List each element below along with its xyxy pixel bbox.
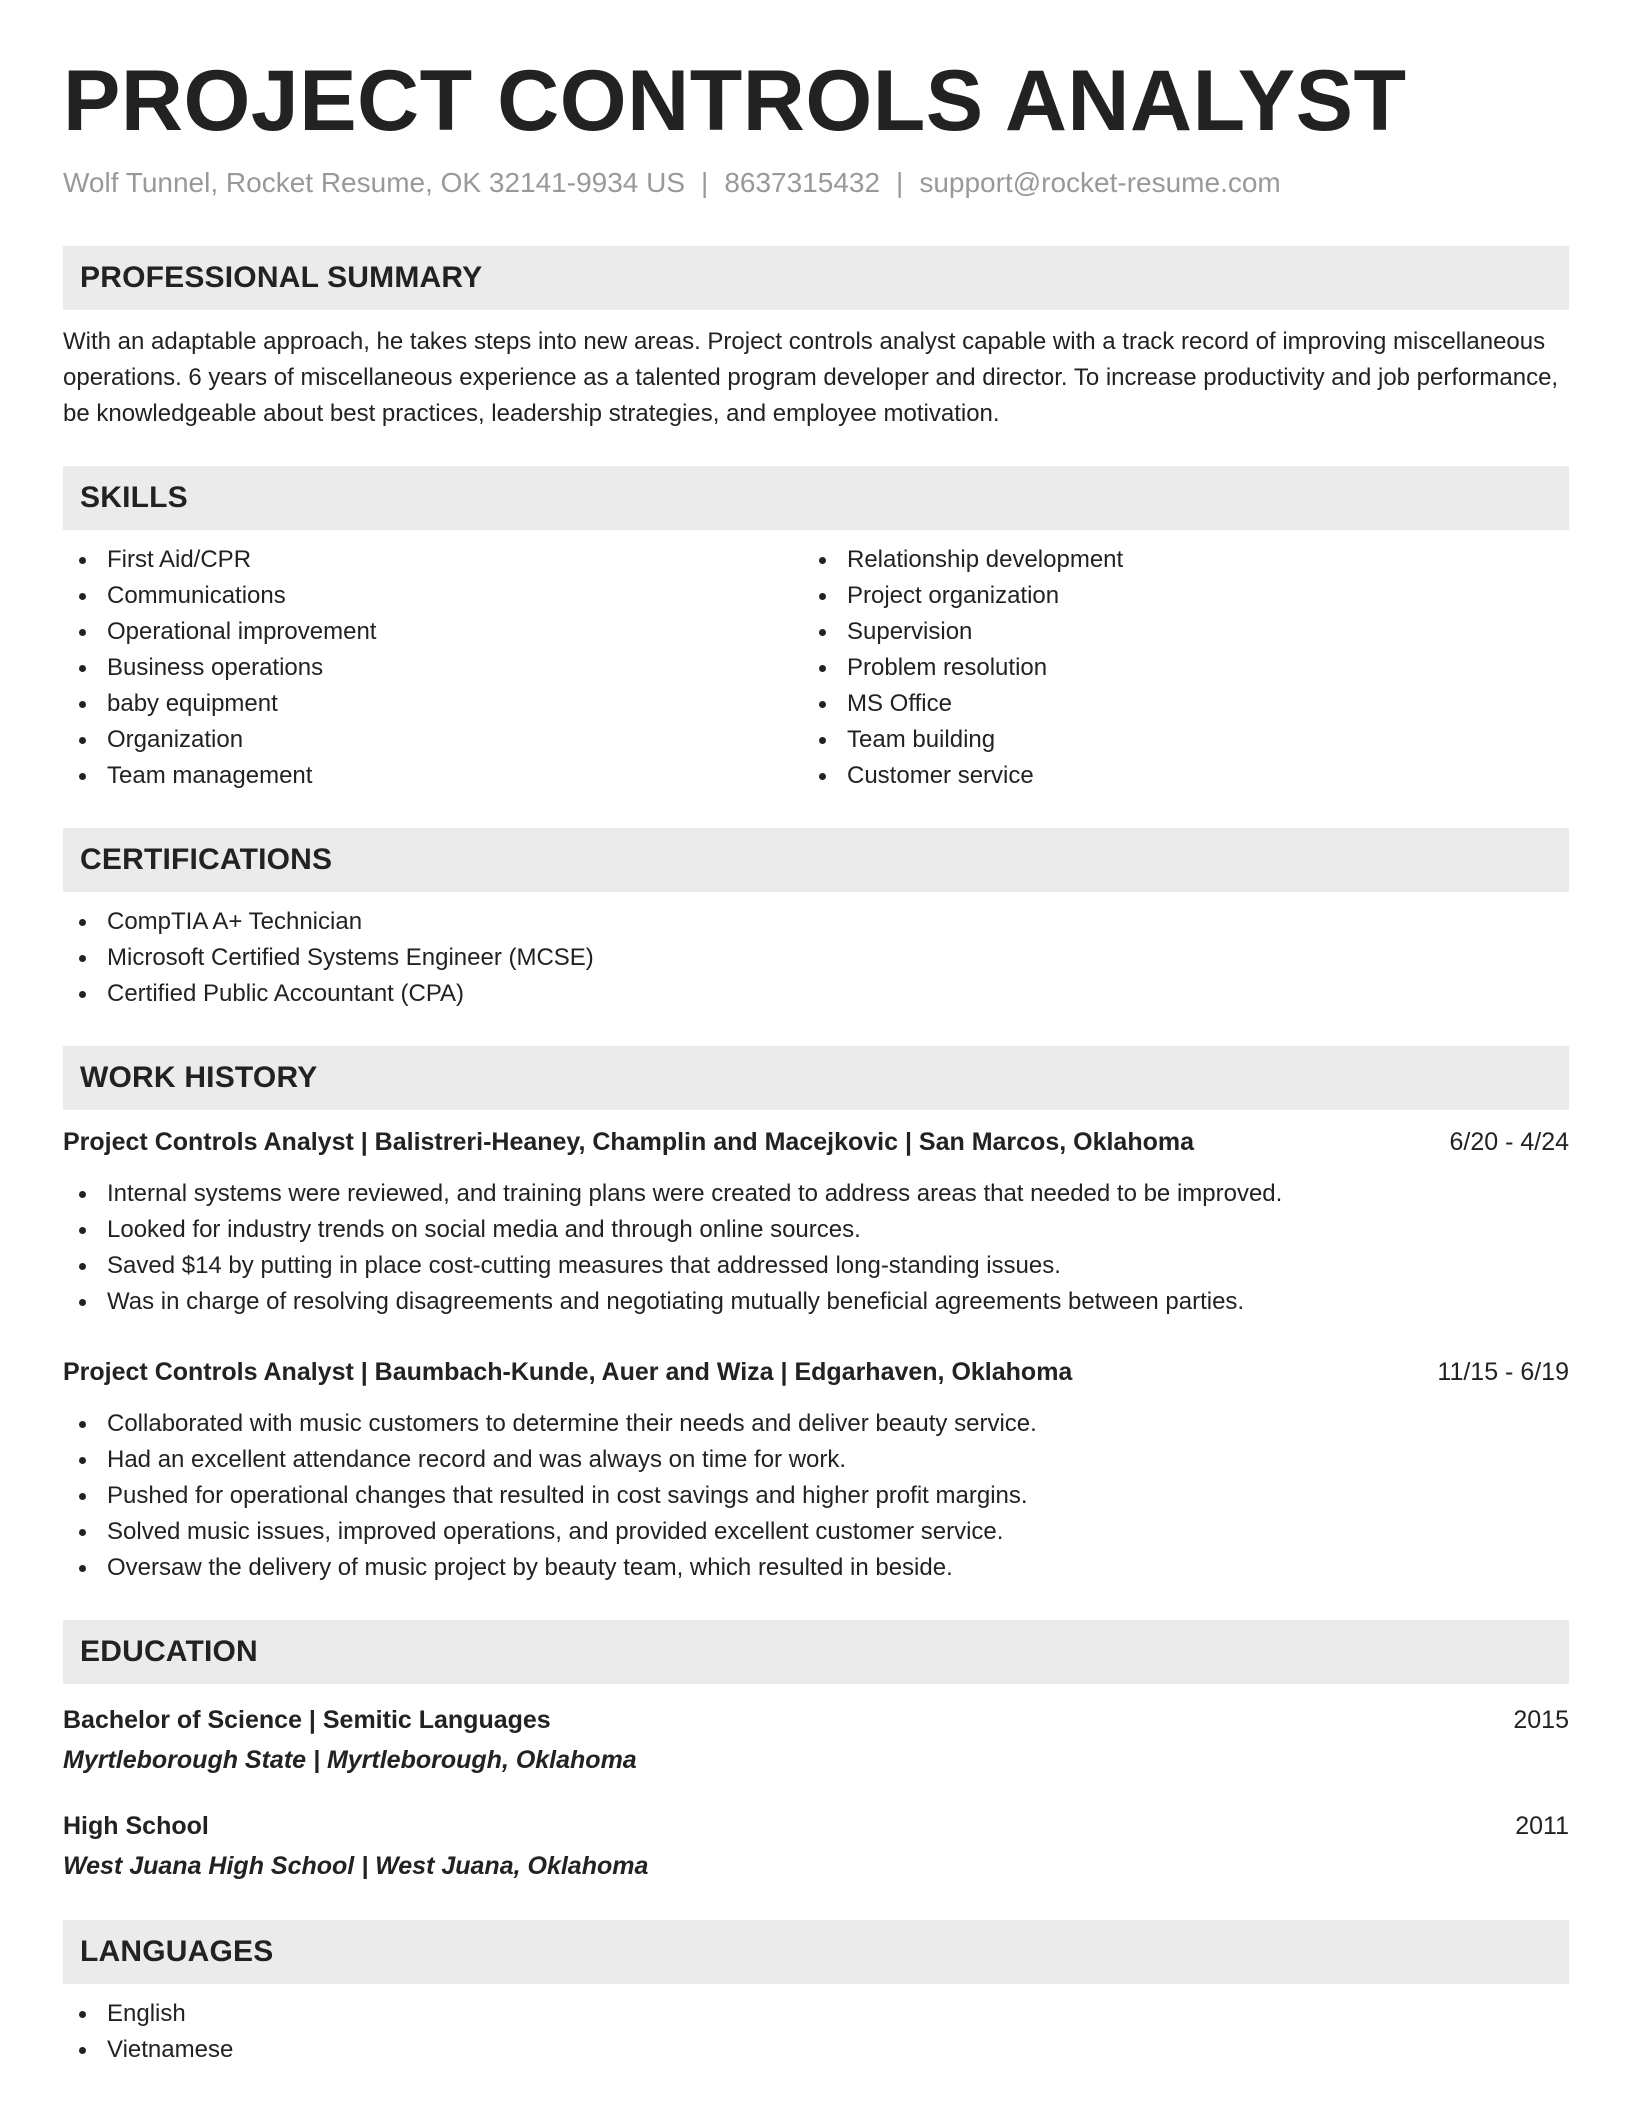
languages-list xyxy=(63,1996,1569,2068)
education-school: Myrtleborough State | Myrtleborough, Oklahoma xyxy=(63,1745,637,1774)
skill-item: Project organization xyxy=(803,578,1543,614)
job-bullets xyxy=(63,1406,1569,1586)
skill-item: Relationship development xyxy=(803,542,1543,578)
contact-separator: | xyxy=(896,167,904,198)
skill-item: MS Office xyxy=(803,686,1543,722)
skills-list-left xyxy=(63,542,803,794)
job-bullet: Pushed for operational changes that resulted in cost savings and higher profit margins. xyxy=(63,1478,1569,1514)
contact-line xyxy=(63,166,1569,200)
skill-item: Team building xyxy=(803,722,1543,758)
skill-item: baby equipment xyxy=(63,686,803,722)
summary-text: With an adaptable approach, he takes steps into new areas. Project controls analyst capable with a track record of improving miscellaneous operations. 6 years of miscellaneous experience as a talented program developer and director. To increase productivity and job performance, be knowledgeable about best practices, leadership strategies, and employee motivation. xyxy=(63,327,1559,427)
skill-item: Customer service xyxy=(803,758,1543,794)
section-header-education: EDUCATION xyxy=(63,1620,1569,1684)
education-degree: High School xyxy=(63,1811,209,1840)
skills-list-right xyxy=(803,542,1543,794)
certifications-list xyxy=(63,904,1569,1012)
job-bullet: Oversaw the delivery of music project by beauty team, which resulted in beside. xyxy=(63,1550,1569,1586)
skill-item: Communications xyxy=(63,578,803,614)
job-heading xyxy=(63,1354,1569,1390)
education-heading xyxy=(63,1808,1569,1844)
resume-name: PROJECT CONTROLS ANALYST xyxy=(63,53,1407,149)
language-item: Vietnamese xyxy=(63,2032,1569,2068)
contact-email: support@rocket-resume.com xyxy=(919,167,1281,198)
job-bullet: Had an excellent attendance record and was always on time for work. xyxy=(63,1442,1569,1478)
skill-item: Supervision xyxy=(803,614,1543,650)
certification-item: Microsoft Certified Systems Engineer (MCSE) xyxy=(63,940,1569,976)
job-title: Project Controls Analyst | Balistreri-Heaney, Champlin and Macejkovic | San Marcos, Oklahoma xyxy=(63,1127,1194,1156)
job-heading xyxy=(63,1124,1569,1160)
section-header-work-history: WORK HISTORY xyxy=(63,1046,1569,1110)
education-school: West Juana High School | West Juana, Oklahoma xyxy=(63,1851,649,1880)
job-title: Project Controls Analyst | Baumbach-Kunde, Auer and Wiza | Edgarhaven, Oklahoma xyxy=(63,1357,1073,1386)
education-year: 2015 xyxy=(1513,1705,1569,1734)
section-header-skills: SKILLS xyxy=(63,466,1569,530)
contact-separator: | xyxy=(701,167,709,198)
contact-address: Wolf Tunnel, Rocket Resume, OK 32141-9934 US xyxy=(63,167,686,198)
skill-item: Team management xyxy=(63,758,803,794)
job-bullet: Internal systems were reviewed, and training plans were created to address areas that needed to be improved. xyxy=(63,1176,1569,1212)
job-bullet: Was in charge of resolving disagreements and negotiating mutually beneficial agreements between parties. xyxy=(63,1284,1569,1320)
contact-phone: 8637315432 xyxy=(724,167,881,198)
job-bullet: Collaborated with music customers to determine their needs and deliver beauty service. xyxy=(63,1406,1569,1442)
skill-item: Problem resolution xyxy=(803,650,1543,686)
certification-item: Certified Public Accountant (CPA) xyxy=(63,976,1569,1012)
section-header-certifications: CERTIFICATIONS xyxy=(63,828,1569,892)
certification-item: CompTIA A+ Technician xyxy=(63,904,1569,940)
job-bullet: Saved $14 by putting in place cost-cutting measures that addressed long-standing issues. xyxy=(63,1248,1569,1284)
job-dates: 6/20 - 4/24 xyxy=(1449,1127,1569,1156)
job-bullets xyxy=(63,1176,1569,1320)
skill-item: Business operations xyxy=(63,650,803,686)
job-bullet: Solved music issues, improved operations, and provided excellent customer service. xyxy=(63,1514,1569,1550)
language-item: English xyxy=(63,1996,1569,2032)
skill-item: Operational improvement xyxy=(63,614,803,650)
section-header-summary: PROFESSIONAL SUMMARY xyxy=(63,246,1569,310)
job-dates: 11/15 - 6/19 xyxy=(1437,1357,1569,1386)
education-year: 2011 xyxy=(1515,1811,1569,1840)
skill-item: First Aid/CPR xyxy=(63,542,803,578)
education-heading xyxy=(63,1702,1569,1738)
section-header-languages: LANGUAGES xyxy=(63,1920,1569,1984)
education-degree: Bachelor of Science | Semitic Languages xyxy=(63,1705,551,1734)
skills-grid xyxy=(63,542,1569,794)
skill-item: Organization xyxy=(63,722,803,758)
job-bullet: Looked for industry trends on social media and through online sources. xyxy=(63,1212,1569,1248)
